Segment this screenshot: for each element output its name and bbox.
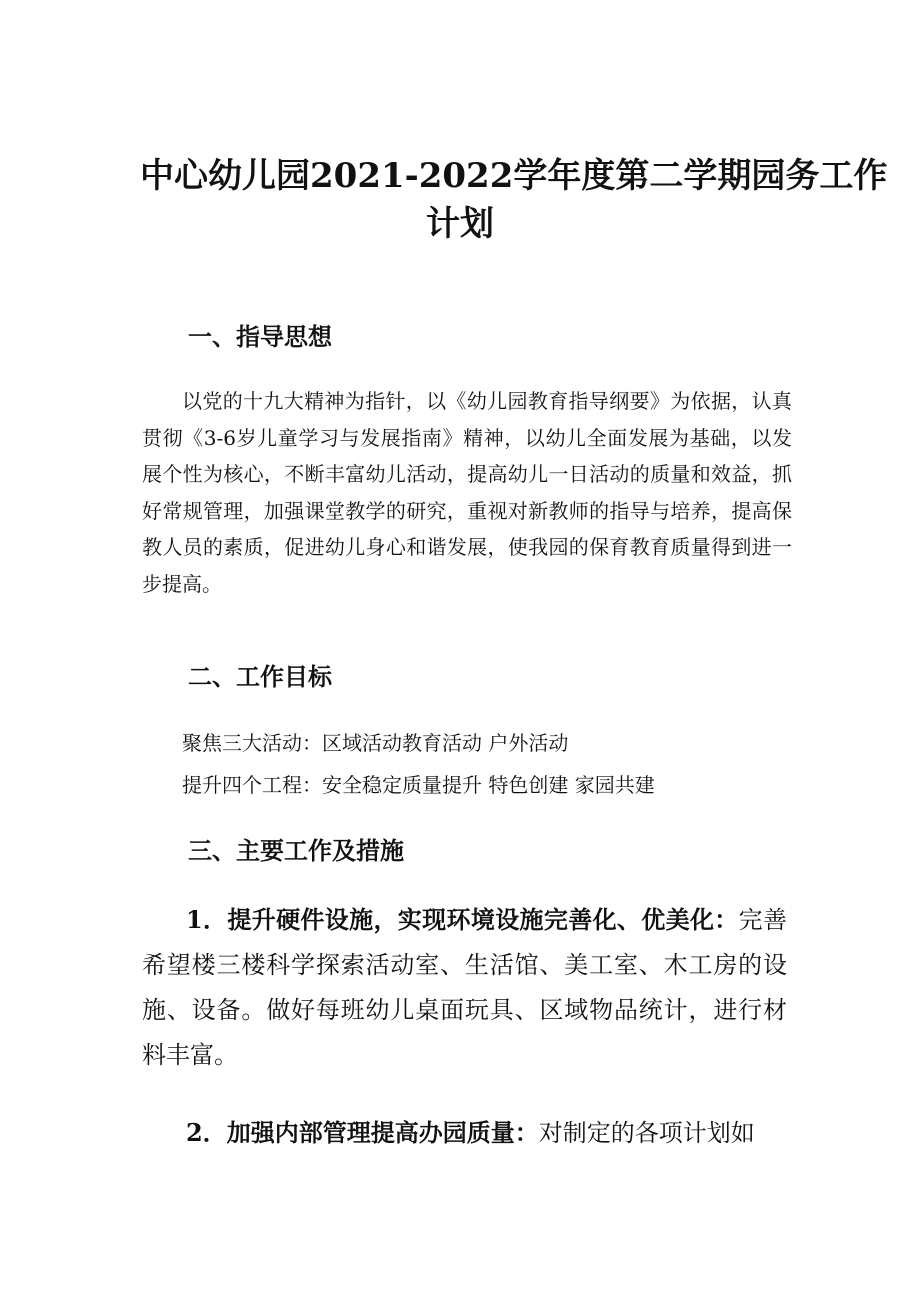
work-item-1	[142, 897, 787, 1078]
goal-line-three-activities: 聚焦三大活动：区域活动教育活动 户外活动	[182, 731, 569, 755]
work-item-1-lead: 1．提升硬件设施，实现环境设施完善化、优美化：	[186, 905, 739, 934]
goal-line-four-projects: 提升四个工程：安全稳定质量提升 特色创建 家园共建	[182, 773, 655, 797]
section-heading-main-work: 三、主要工作及措施	[188, 836, 404, 865]
work-item-1-body: 完善希望楼三楼科学探索活动室、生活馆、美工室、木工房的设施、设备。做好每班幼儿桌面玩具、区域物品统计，进行材料丰富。	[142, 906, 788, 1069]
section-heading-work-goals: 二、工作目标	[188, 662, 332, 691]
work-item-2	[142, 1110, 787, 1156]
work-item-2-body: 对制定的各项计划如	[538, 1119, 755, 1147]
work-item-2-lead: 2．加强内部管理提高办园质量：	[186, 1118, 539, 1147]
document-title	[140, 152, 888, 248]
guiding-ideology-paragraph: 以党的十九大精神为指针，以《幼儿园教育指导纲要》为依据，认真贯彻《3-6岁儿童学习与发展指南》精神，以幼儿全面发展为基础，以发展个性为核心，不断丰富幼儿活动，提高幼儿一日活动的质量和效益，抓好常规管理，加强课堂教学的研究，重视对新教师的指导与培养，提高保教人员的素质，促进幼儿身心和谐发展，使我园的保育教育质量得到进一步提高。	[142, 389, 792, 596]
section-heading-guiding-ideology: 一、指导思想	[188, 322, 332, 351]
title-line-2: 计划	[426, 204, 494, 244]
title-line-1: 中心幼儿园2021-2022学年度第二学期园务工作	[140, 156, 888, 196]
